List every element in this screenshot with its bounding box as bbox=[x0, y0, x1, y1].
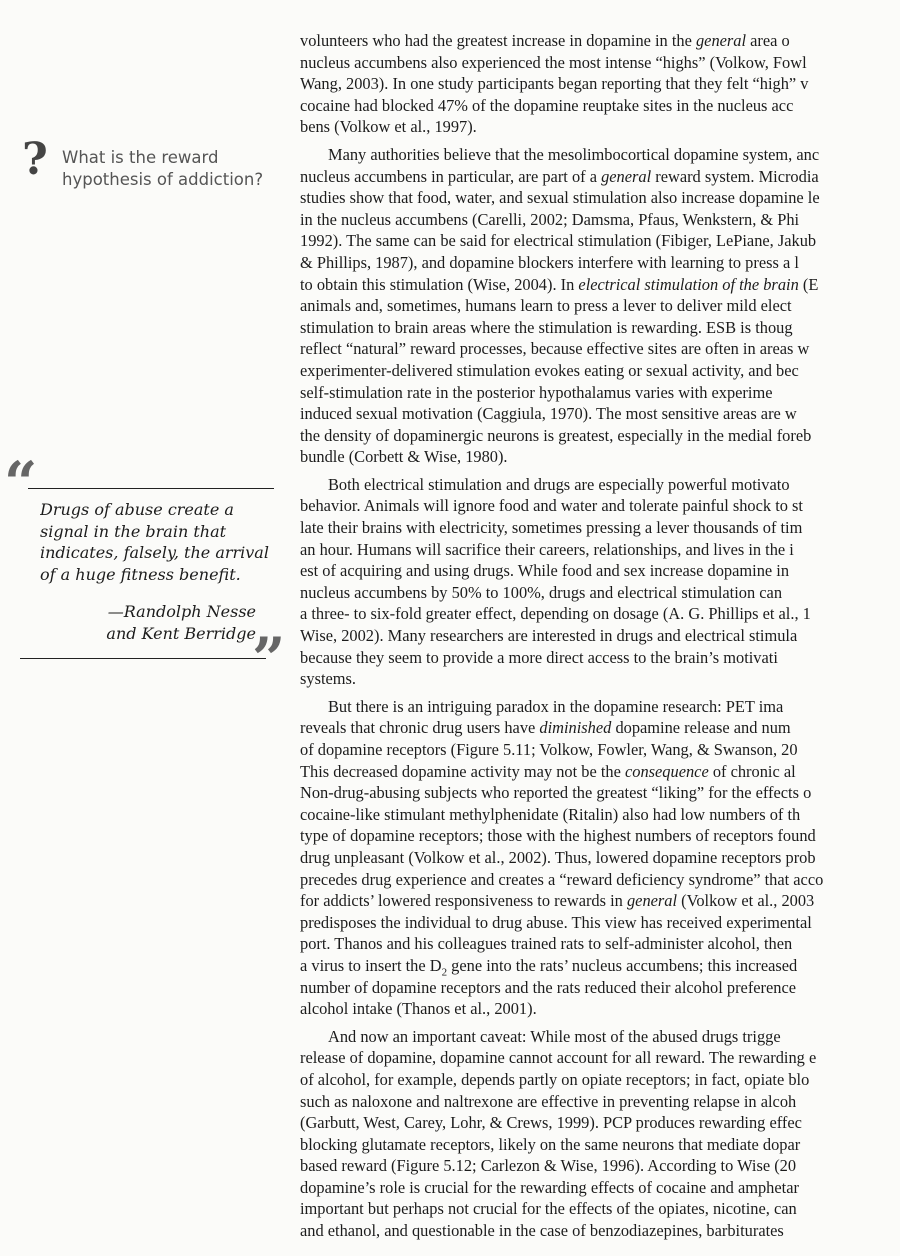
text-line: But there is an intriguing paradox in the dopamine research: PET ima bbox=[328, 696, 784, 716]
text-line: the density of dopaminergic neurons is greatest, especially in the medial foreb bbox=[300, 425, 812, 445]
attribution-line: and Kent Berridge bbox=[106, 623, 256, 643]
text-line: systems. bbox=[300, 669, 357, 689]
text-line: port. Thanos and his colleagues trained rats to self-administer alcohol, then bbox=[300, 934, 793, 954]
text-line: based reward (Figure 5.12; Carlezon & Wise, 1996). According to Wise (20 bbox=[300, 1156, 797, 1176]
paragraph bbox=[300, 696, 900, 1020]
text-line: for addicts’ lowered responsiveness to rewards in general (Volkow et al., 2003 bbox=[300, 891, 815, 911]
paragraph bbox=[300, 30, 900, 138]
text-line: 1992). The same can be said for electrical stimulation (Fibiger, LePiane, Jakub bbox=[300, 231, 817, 251]
text-line: And now an important caveat: While most of the abused drugs trigge bbox=[328, 1026, 781, 1046]
text-line: a virus to insert the $D_2$ gene into the rats’ nucleus accumbens; this increased bbox=[300, 955, 798, 977]
text-line: important but perhaps not crucial for the effects of the opiates, nicotine, can bbox=[300, 1199, 797, 1219]
text-line: Non-drug-abusing subjects who reported the greatest “liking” for the effects o bbox=[300, 783, 812, 803]
text-line: reflect “natural” reward processes, because effective sites are often in areas w bbox=[300, 339, 810, 359]
text-line: of dopamine receptors (Figure 5.11; Volkow, Fowler, Wang, & Swanson, 20 bbox=[300, 740, 798, 759]
pull-quote-top-rule bbox=[28, 488, 274, 489]
text-line: number of dopamine receptors and the rats reduced their alcohol preference bbox=[300, 977, 797, 997]
text-line: studies show that food, water, and sexual stimulation also increase dopamine le bbox=[300, 188, 820, 208]
text-line: volunteers who had the greatest increase in dopamine in the general area o bbox=[300, 31, 790, 50]
text-line: late their brains with electricity, sometimes pressing a lever thousands of tim bbox=[300, 518, 803, 538]
text-line: stimulation to brain areas where the stimulation is rewarding. ESB is thoug bbox=[300, 317, 793, 337]
text-line: to obtain this stimulation (Wise, 2004). In electrical stimulation of the brain (E bbox=[300, 274, 819, 294]
text-line: cocaine-like stimulant methylphenidate (Ritalin) also had low numbers of th bbox=[300, 804, 801, 824]
text-line: bundle (Corbett & Wise, 1980). bbox=[300, 447, 508, 467]
text-line: in the nucleus accumbens (Carelli, 2002; Damsma, Pfaus, Wenkstern, & Phi bbox=[300, 209, 800, 229]
text-line: precedes drug experience and creates a “reward deficiency syndrome” that acco bbox=[300, 869, 824, 889]
question-mark-icon: ? bbox=[22, 134, 48, 185]
pull-quote-line: of a huge fitness benefit. bbox=[40, 564, 241, 584]
text-line: self-stimulation rate in the posterior hypothalamus varies with experime bbox=[300, 382, 773, 402]
text-line: of alcohol, for example, depends partly on opiate receptors; in fact, opiate blo bbox=[300, 1069, 810, 1089]
close-quote-icon: ” bbox=[252, 625, 286, 693]
paragraph bbox=[300, 144, 900, 468]
text-line: such as naloxone and naltrexone are effective in preventing relapse in alcoh bbox=[300, 1091, 797, 1111]
text-line: blocking glutamate receptors, likely on the same neurons that mediate dopar bbox=[300, 1134, 801, 1154]
attribution-line: —Randolph Nesse bbox=[107, 602, 256, 621]
text-line: and ethanol, and questionable in the case of benzodiazepines, barbiturates bbox=[300, 1221, 784, 1241]
text-line: nucleus accumbens in particular, are part of a general reward system. Microdia bbox=[300, 166, 819, 186]
pull-quote-line: indicates, falsely, the arrival bbox=[40, 543, 269, 563]
text-line: nucleus accumbens also experienced the most intense “highs” (Volkow, Fowl bbox=[300, 52, 807, 72]
text-line: a three- to six-fold greater effect, depending on dosage (A. G. Phillips et al., 1 bbox=[300, 604, 811, 624]
paragraph bbox=[300, 1026, 900, 1242]
text-line: Many authorities believe that the mesolimbocortical dopamine system, anc bbox=[328, 144, 820, 164]
text-line: induced sexual motivation (Caggiula, 1970). The most sensitive areas are w bbox=[300, 404, 797, 424]
text-line: animals and, sometimes, humans learn to press a lever to deliver mild elect bbox=[300, 296, 792, 316]
text-line: predisposes the individual to drug abuse. This view has received experimental bbox=[300, 912, 812, 932]
margin-question-text bbox=[62, 146, 282, 189]
open-quote-icon: “ bbox=[4, 449, 38, 517]
pull-quote-bottom-rule bbox=[20, 658, 266, 659]
text-line: release of dopamine, dopamine cannot account for all reward. The rewarding e bbox=[300, 1048, 817, 1068]
text-line: (Garbutt, West, Carey, Lohr, & Crews, 1999). PCP produces rewarding effec bbox=[300, 1113, 802, 1133]
text-line: type of dopamine receptors; those with the highest numbers of receptors found bbox=[300, 826, 816, 846]
body-text-column bbox=[300, 30, 900, 1256]
pull-quote-attribution bbox=[80, 600, 256, 643]
pull-quote-line: Drugs of abuse create a bbox=[40, 500, 234, 519]
text-line: behavior. Animals will ignore food and water and tolerate painful shock to st bbox=[300, 496, 803, 516]
text-line: cocaine had blocked 47% of the dopamine reuptake sites in the nucleus acc bbox=[300, 95, 794, 115]
pull-quote bbox=[0, 449, 290, 693]
text-line: drug unpleasant (Volkow et al., 2002). Thus, lowered dopamine receptors prob bbox=[300, 847, 816, 867]
text-line: alcohol intake (Thanos et al., 2001). bbox=[300, 999, 537, 1019]
text-line: & Phillips, 1987), and dopamine blockers interfere with learning to press a l bbox=[300, 252, 799, 272]
text-line: reveals that chronic drug users have diminished dopamine release and num bbox=[300, 718, 791, 738]
margin-question-line: What is the reward bbox=[62, 148, 219, 167]
text-line: an hour. Humans will sacrifice their careers, relationships, and lives in the i bbox=[300, 539, 794, 559]
text-line: Wang, 2003). In one study participants began reporting that they felt “high” v bbox=[300, 74, 809, 94]
text-line: This decreased dopamine activity may not be the consequence of chronic al bbox=[300, 761, 796, 781]
margin-question-line: hypothesis of addiction? bbox=[62, 169, 264, 189]
text-line: Wise, 2002). Many researchers are interested in drugs and electrical stimula bbox=[300, 626, 798, 646]
pull-quote-line: signal in the brain that bbox=[40, 521, 227, 541]
text-line: est of acquiring and using drugs. While food and sex increase dopamine in bbox=[300, 561, 790, 581]
pull-quote-text bbox=[40, 498, 270, 584]
text-line: dopamine’s role is crucial for the rewarding effects of cocaine and amphetar bbox=[300, 1177, 799, 1197]
text-line: because they seem to provide a more direct access to the brain’s motivati bbox=[300, 647, 778, 667]
text-line: bens (Volkow et al., 1997). bbox=[300, 117, 477, 137]
text-line: experimenter-delivered stimulation evokes eating or sexual activity, and bec bbox=[300, 360, 799, 380]
text-line: nucleus accumbens by 50% to 100%, drugs and electrical stimulation can bbox=[300, 582, 783, 602]
paragraph bbox=[300, 474, 900, 690]
text-line: Both electrical stimulation and drugs are especially powerful motivato bbox=[328, 474, 790, 494]
